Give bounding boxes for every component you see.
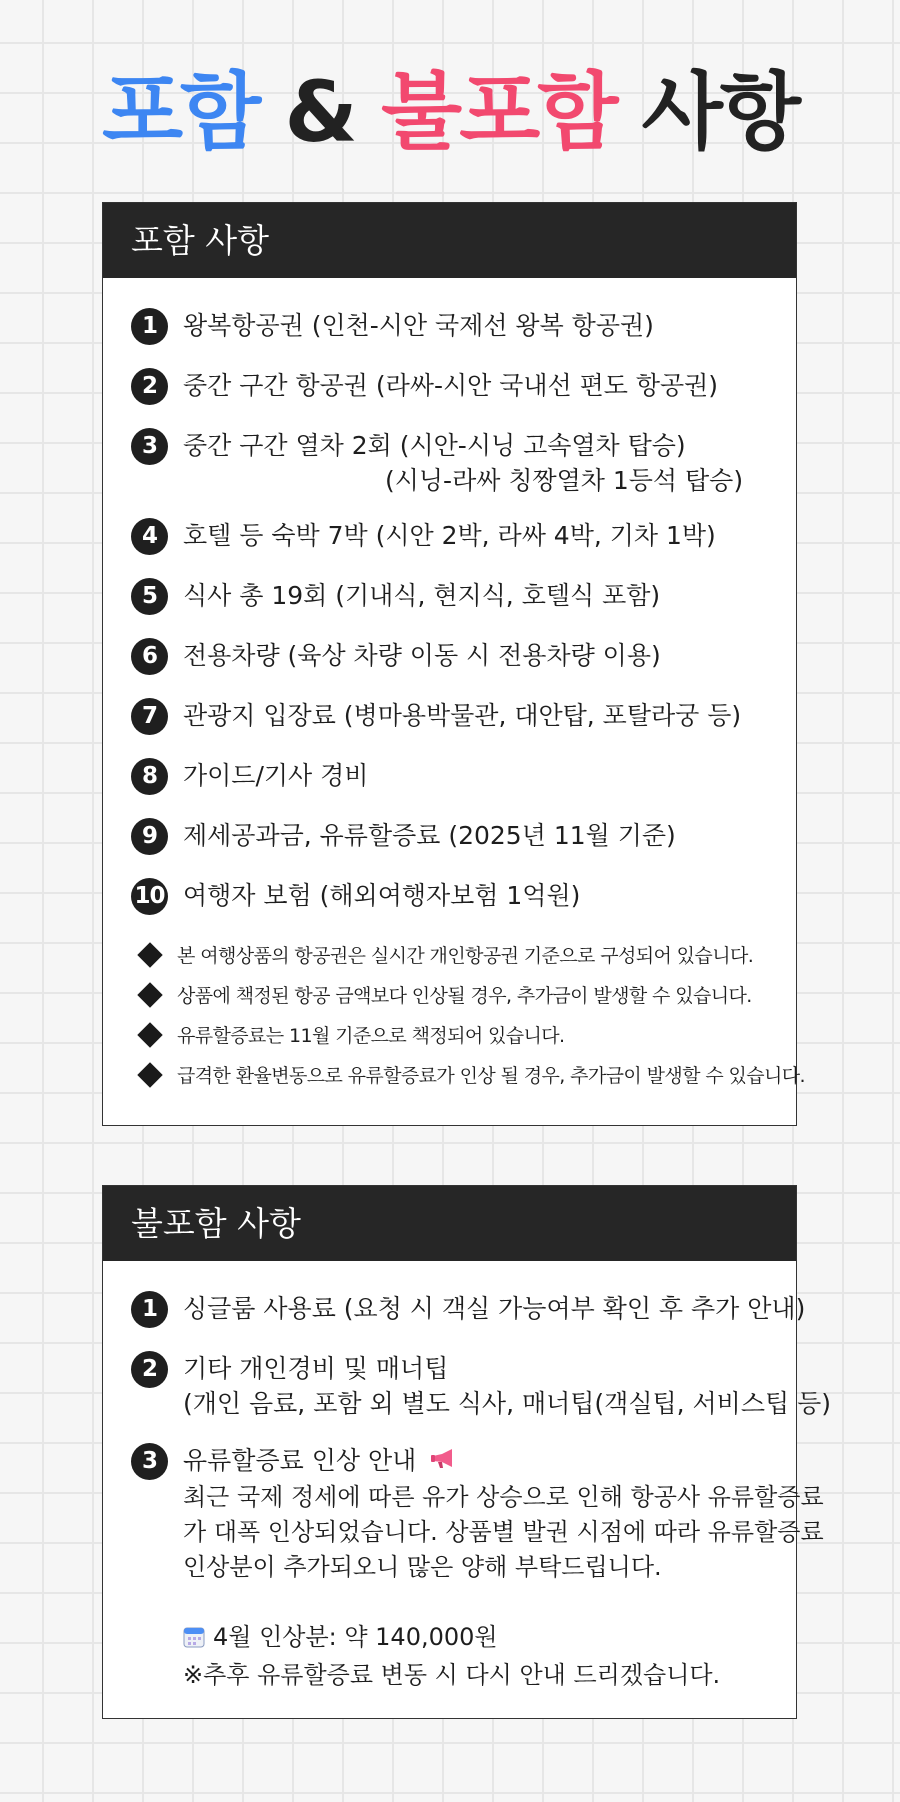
footnote: ※추후 유류할증료 변동 시 다시 안내 드리겠습니다. [183,1660,721,1689]
note-item [137,1061,805,1088]
note-item [137,941,753,968]
title-included: 포함 [101,63,259,161]
item-text: 유류할증료 인상 안내 [183,1446,417,1475]
item-number: 8 [131,758,168,795]
item-text: 제세공과금, 유류할증료 (2025년 11월 기준) [183,821,676,850]
excluded-header: 불포함 사항 [103,1186,796,1261]
note-text: 급격한 환율변동으로 유류할증료가 인상 될 경우, 추가금이 발생할 수 있습니다. [177,1065,805,1087]
item-number: 9 [131,818,168,855]
excluded-item [131,1443,824,1693]
item-number: 2 [131,368,168,405]
note-text: 상품에 책정된 항공 금액보다 인상될 경우, 추가금이 발생할 수 있습니다. [177,985,752,1007]
diamond-bullet-icon [137,1062,162,1087]
included-item [131,818,676,855]
note-item [137,981,752,1008]
included-item [131,308,654,345]
included-item [131,638,661,675]
item-text: 식사 총 19회 (기내식, 현지식, 호텔식 포함) [183,581,661,610]
item-text-line2: (개인 음료, 포함 외 별도 식사, 매너팁(객실팁, 서비스팁 등) [183,1389,831,1418]
item-text: 여행자 보험 (해외여행자보험 1억원) [183,881,581,910]
item-number: 3 [131,1443,168,1480]
included-header: 포함 사항 [103,203,796,278]
included-item [131,578,660,615]
note-item [137,1021,565,1048]
calendar-icon [183,1623,205,1658]
excluded-item [131,1351,831,1421]
included-item [131,878,580,915]
item-text: 중간 구간 열차 2회 (시안-시닝 고속열차 탑승) [183,431,686,460]
included-section [102,202,805,1126]
title-suffix: 사항 [641,63,799,161]
item-text: 싱글룸 사용료 (요청 시 객실 가능여부 확인 후 추가 안내) [183,1294,806,1323]
title-excluded: 불포함 [381,63,616,161]
item-number: 4 [131,518,168,555]
included-item [131,758,368,795]
note-text: 유류할증료는 11월 기준으로 책정되어 있습니다. [177,1025,565,1047]
item-number: 10 [131,878,168,915]
item-number: 1 [131,1291,168,1328]
diamond-bullet-icon [137,1022,162,1047]
item-text-line2: (시닝-라싸 칭짱열차 1등석 탑승) [385,466,744,495]
item-number: 7 [131,698,168,735]
diamond-bullet-icon [137,942,162,967]
title-ampersand: & [284,63,355,161]
item-text: 전용차량 (육상 차량 이동 시 전용차량 이용) [183,641,661,670]
note-text: 본 여행상품의 항공권은 실시간 개인항공권 기준으로 구성되어 있습니다. [177,945,754,967]
item-number: 6 [131,638,168,675]
item-text: 중간 구간 항공권 (라싸-시안 국내선 편도 항공권) [183,371,719,400]
item-number: 3 [131,428,168,465]
included-item [131,428,743,498]
page-title [0,62,900,162]
item-number: 2 [131,1351,168,1388]
item-text: 왕복항공권 (인천-시안 국제선 왕복 항공권) [183,311,654,340]
notice-line: 인상분이 추가되오니 많은 양해 부탁드립니다. [183,1552,662,1581]
april-surcharge: 4월 인상분: 약 140,000원 [213,1622,498,1651]
megaphone-icon [430,1445,456,1480]
item-text: 가이드/기사 경비 [183,761,369,790]
included-item [131,698,741,735]
excluded-section [102,1185,831,1719]
included-item [131,518,716,555]
notice-line: 가 대폭 인상되었습니다. 상품별 발권 시점에 따라 유류할증료 [183,1517,824,1546]
notice-line: 최근 국제 정세에 따른 유가 상승으로 인해 항공사 유류할증료 [183,1482,824,1511]
included-item [131,368,718,405]
diamond-bullet-icon [137,982,162,1007]
item-number: 1 [131,308,168,345]
item-text: 기타 개인경비 및 매너팁 [183,1354,449,1383]
item-text: 호텔 등 숙박 7박 (시안 2박, 라싸 4박, 기차 1박) [183,521,716,550]
excluded-item [131,1291,805,1328]
item-text: 관광지 입장료 (병마용박물관, 대안탑, 포탈라궁 등) [183,701,742,730]
item-number: 5 [131,578,168,615]
